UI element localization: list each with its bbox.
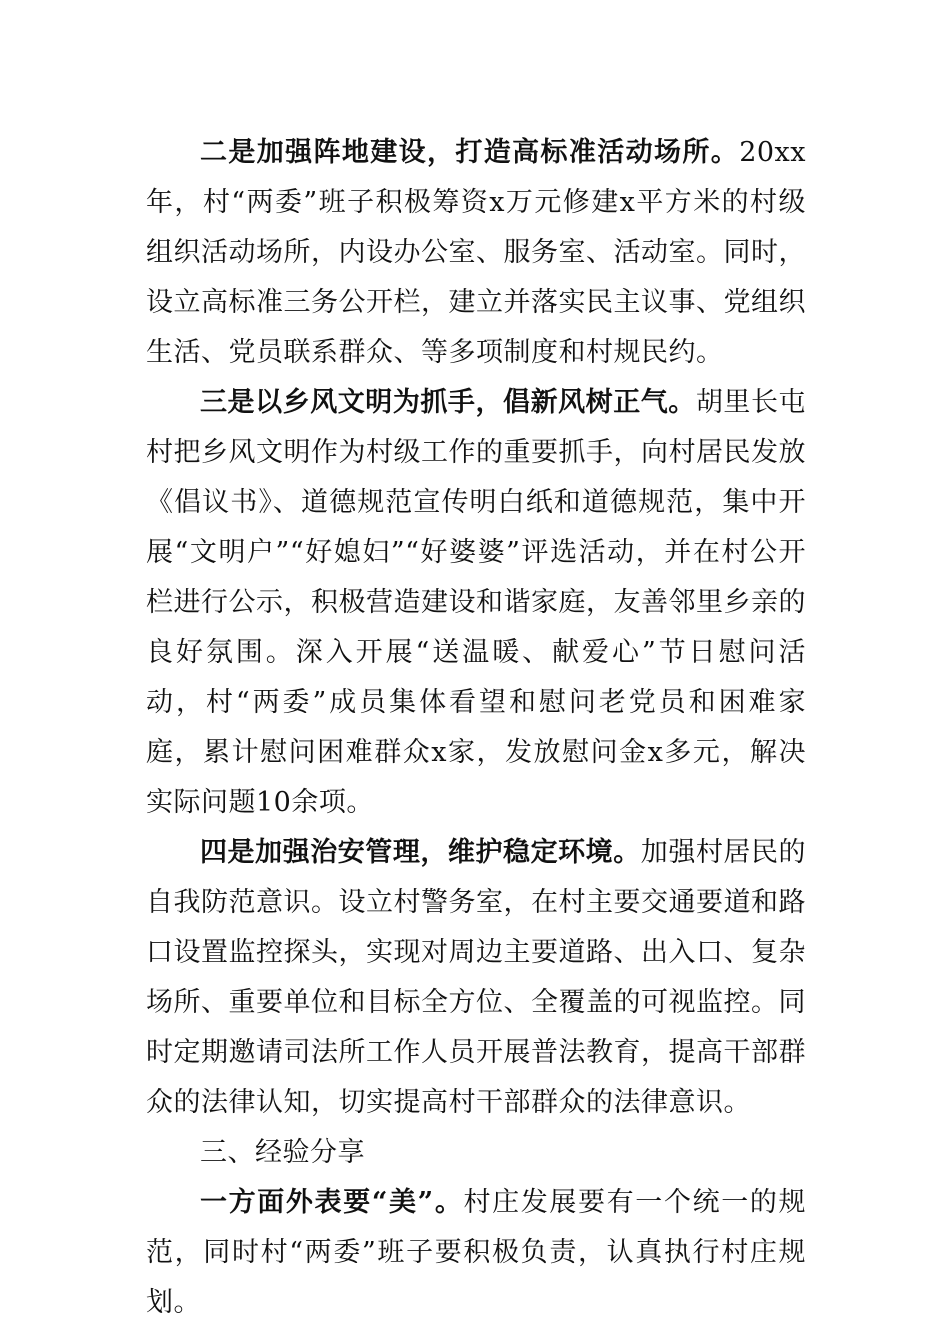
paragraph-text: 村庄发展要有一个统一的规范，同时村“两委”班子要积极负责，认真执行村庄规划。 [146,1187,807,1318]
paragraph-appearance [146,1178,806,1328]
section-heading: 三、经验分享 [200,1137,365,1168]
paragraph-text: 20xx年，村“两委”班子积极筹资x万元修建x平方米的村级组织活动场所，内设办公室、服务室、活动室。同时，设立高标准三务公开栏，建立并落实民主议事、党组织生活、党员联系群众、等多项制度和村规民约。 [146,137,806,368]
paragraph-text: 胡里长屯村把乡风文明作为村级工作的重要抓手，向村居民发放《倡议书》、道德规范宣传明白纸和道德规范，集中开展“文明户”“好媳妇”“好婆婆”评选活动，并在村公开栏进行公示，积极营造建设和谐家庭，友善邻里乡亲的良好氛围。深入开展“送温暖、献爱心”节日慰问活动，村“两委”成员集体看望和慰问老党员和困难家庭，累计慰问困难群众x家，发放慰问金x多元，解决实际问题10余项。 [146,387,807,818]
paragraph-lead: 四是加强治安管理，维护稳定环境。 [200,837,641,868]
paragraph-text: 加强村居民的自我防范意识。设立村警务室，在村主要交通要道和路口设置监控探头，实现对周边主要道路、出入口、复杂场所、重要单位和目标全方位、全覆盖的可视监控。同时定期邀请司法所工作人员开展普法教育，提高干部群众的法律认知，切实提高村干部群众的法律意识。 [146,837,807,1118]
paragraph-civility [146,378,806,828]
paragraph-lead: 一方面外表要“美”。 [200,1187,464,1218]
paragraph-public-security [146,828,806,1128]
paragraph-lead: 三是以乡风文明为抓手，倡新风树正气。 [200,387,696,418]
document-body [146,128,806,1328]
paragraph-position-building [146,128,806,378]
paragraph-lead: 二是加强阵地建设，打造高标准活动场所。 [200,137,740,168]
